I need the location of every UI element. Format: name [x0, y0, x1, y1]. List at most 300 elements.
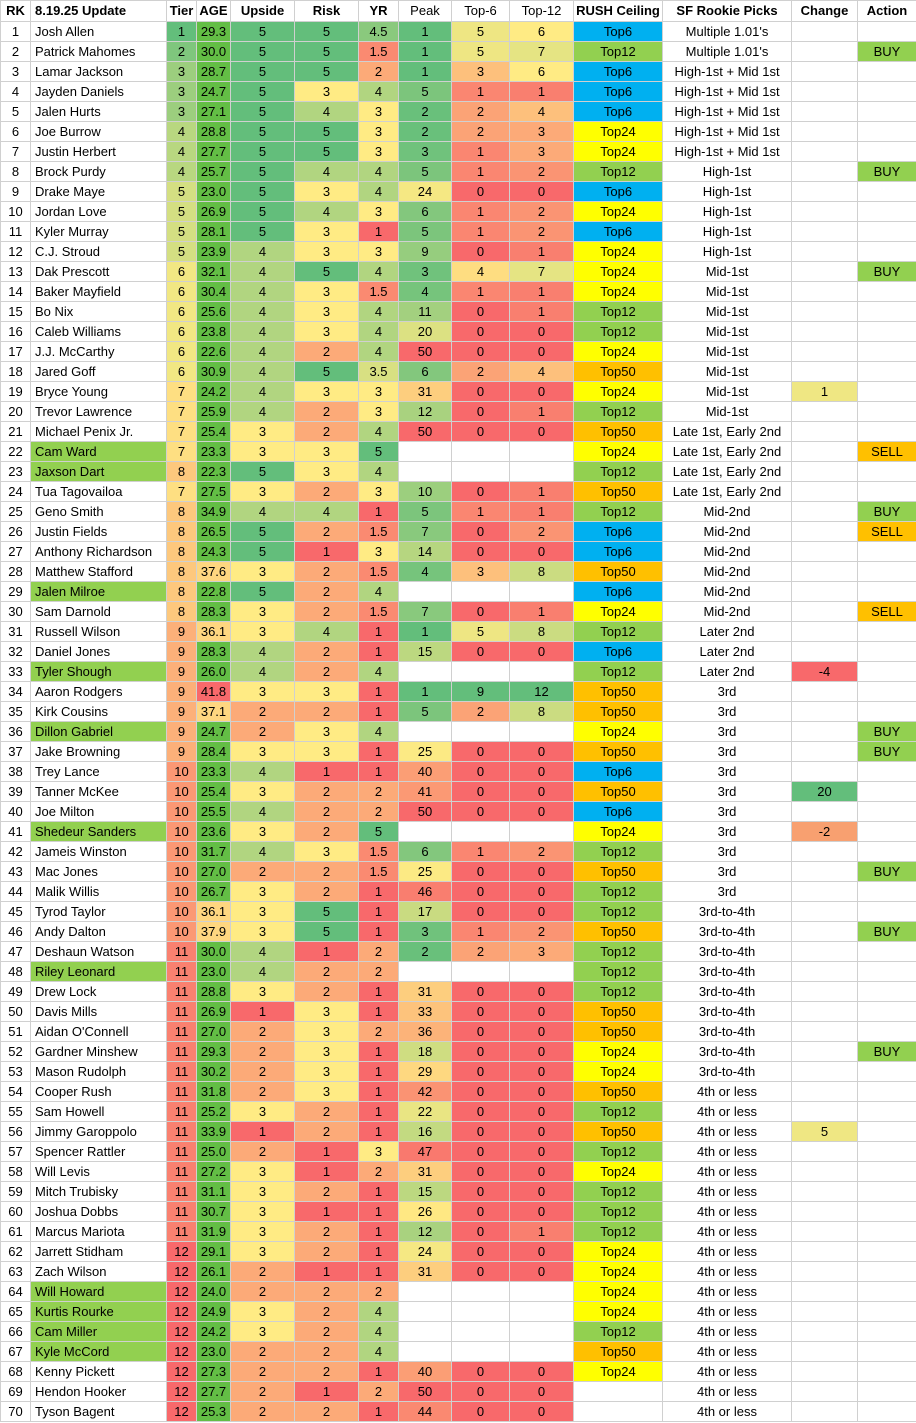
cell-yr: 4: [359, 82, 399, 102]
cell-age: 30.0: [197, 42, 231, 62]
cell-risk: 2: [295, 1102, 359, 1122]
cell-upside: 5: [231, 522, 295, 542]
cell-tier: 9: [167, 662, 197, 682]
cell-top12: 0: [510, 1042, 574, 1062]
cell-player: J.J. McCarthy: [31, 342, 167, 362]
cell-rk: 51: [1, 1022, 31, 1042]
cell-action: [858, 482, 916, 502]
cell-tier: 11: [167, 962, 197, 982]
cell-rk: 4: [1, 82, 31, 102]
cell-yr: 4: [359, 262, 399, 282]
cell-top12: 1: [510, 402, 574, 422]
cell-rush: Top24: [574, 122, 663, 142]
cell-change: [792, 62, 858, 82]
cell-rk: 39: [1, 782, 31, 802]
cell-tier: 5: [167, 202, 197, 222]
cell-yr: 1.5: [359, 842, 399, 862]
cell-risk: 2: [295, 962, 359, 982]
cell-tier: 5: [167, 222, 197, 242]
cell-age: 25.2: [197, 1102, 231, 1122]
cell-player: Drake Maye: [31, 182, 167, 202]
cell-change: [792, 642, 858, 662]
cell-rush: Top50: [574, 562, 663, 582]
cell-age: 37.1: [197, 702, 231, 722]
cell-top12: 0: [510, 182, 574, 202]
cell-peak: 31: [399, 382, 452, 402]
cell-picks: High-1st + Mid 1st: [663, 62, 792, 82]
cell-upside: 3: [231, 822, 295, 842]
cell-picks: Mid-1st: [663, 342, 792, 362]
cell-upside: 4: [231, 342, 295, 362]
cell-player: Marcus Mariota: [31, 1222, 167, 1242]
cell-peak: [399, 462, 452, 482]
cell-yr: 3.5: [359, 362, 399, 382]
cell-top12: 0: [510, 1362, 574, 1382]
cell-top12: 6: [510, 62, 574, 82]
cell-action: [858, 562, 916, 582]
cell-rush: Top12: [574, 942, 663, 962]
cell-yr: 3: [359, 202, 399, 222]
table-row: [1, 842, 916, 862]
cell-player: Lamar Jackson: [31, 62, 167, 82]
cell-rk: 17: [1, 342, 31, 362]
cell-top6: 0: [452, 1162, 510, 1182]
cell-change: [792, 482, 858, 502]
cell-tier: 5: [167, 182, 197, 202]
cell-yr: 1: [359, 682, 399, 702]
cell-top6: 1: [452, 162, 510, 182]
cell-top6: [452, 1342, 510, 1362]
cell-top12: 1: [510, 242, 574, 262]
cell-age: 24.2: [197, 1322, 231, 1342]
cell-action: [858, 222, 916, 242]
cell-player: Zach Wilson: [31, 1262, 167, 1282]
cell-top12: 4: [510, 102, 574, 122]
cell-tier: 12: [167, 1262, 197, 1282]
cell-rk: 46: [1, 922, 31, 942]
cell-rk: 57: [1, 1142, 31, 1162]
table-row: [1, 382, 916, 402]
cell-yr: 5: [359, 822, 399, 842]
cell-age: 28.7: [197, 62, 231, 82]
cell-action: [858, 422, 916, 442]
cell-peak: 44: [399, 1402, 452, 1422]
cell-yr: 4: [359, 1322, 399, 1342]
table-row: [1, 1022, 916, 1042]
cell-rush: Top24: [574, 1362, 663, 1382]
cell-upside: 2: [231, 1082, 295, 1102]
cell-top12: 7: [510, 42, 574, 62]
cell-action: [858, 1222, 916, 1242]
cell-top6: 0: [452, 1202, 510, 1222]
cell-top6: [452, 582, 510, 602]
cell-rk: 63: [1, 1262, 31, 1282]
cell-yr: 1: [359, 1222, 399, 1242]
cell-peak: [399, 662, 452, 682]
cell-top12: 0: [510, 1022, 574, 1042]
cell-yr: 1.5: [359, 562, 399, 582]
cell-rush: Top24: [574, 1242, 663, 1262]
cell-picks: Mid-1st: [663, 262, 792, 282]
cell-upside: 4: [231, 642, 295, 662]
cell-change: [792, 1202, 858, 1222]
cell-tier: 7: [167, 402, 197, 422]
cell-age: 23.3: [197, 762, 231, 782]
cell-rush: Top24: [574, 602, 663, 622]
cell-top12: [510, 582, 574, 602]
cell-action: SELL: [858, 602, 916, 622]
cell-change: [792, 602, 858, 622]
cell-rush: Top12: [574, 1102, 663, 1122]
cell-yr: 3: [359, 402, 399, 422]
cell-tier: 8: [167, 462, 197, 482]
cell-player: Aidan O'Connell: [31, 1022, 167, 1042]
cell-peak: 1: [399, 42, 452, 62]
cell-risk: 2: [295, 582, 359, 602]
cell-top12: 0: [510, 1182, 574, 1202]
cell-yr: 3: [359, 242, 399, 262]
cell-picks: 3rd: [663, 762, 792, 782]
cell-action: [858, 342, 916, 362]
cell-top6: [452, 722, 510, 742]
cell-risk: 2: [295, 662, 359, 682]
cell-top6: 0: [452, 902, 510, 922]
cell-rush: Top12: [574, 462, 663, 482]
cell-player: Spencer Rattler: [31, 1142, 167, 1162]
cell-top6: 0: [452, 402, 510, 422]
header-risk: Risk: [295, 1, 359, 22]
cell-top6: 5: [452, 22, 510, 42]
cell-top12: 0: [510, 742, 574, 762]
cell-top6: 0: [452, 342, 510, 362]
cell-rk: 41: [1, 822, 31, 842]
cell-yr: 1.5: [359, 282, 399, 302]
cell-picks: 3rd-to-4th: [663, 982, 792, 1002]
cell-risk: 1: [295, 1382, 359, 1402]
cell-player: Shedeur Sanders: [31, 822, 167, 842]
cell-player: Hendon Hooker: [31, 1382, 167, 1402]
cell-change: [792, 242, 858, 262]
cell-age: 32.1: [197, 262, 231, 282]
cell-age: 26.5: [197, 522, 231, 542]
cell-peak: 40: [399, 762, 452, 782]
cell-age: 23.0: [197, 962, 231, 982]
table-row: [1, 1362, 916, 1382]
cell-yr: 2: [359, 1162, 399, 1182]
cell-action: [858, 1282, 916, 1302]
cell-rk: 35: [1, 702, 31, 722]
cell-tier: 10: [167, 842, 197, 862]
cell-age: 27.1: [197, 102, 231, 122]
cell-age: 30.7: [197, 1202, 231, 1222]
cell-age: 22.3: [197, 462, 231, 482]
cell-picks: 4th or less: [663, 1262, 792, 1282]
cell-upside: 4: [231, 962, 295, 982]
cell-upside: 1: [231, 1122, 295, 1142]
cell-top6: 1: [452, 142, 510, 162]
cell-rk: 29: [1, 582, 31, 602]
cell-age: 22.6: [197, 342, 231, 362]
cell-tier: 1: [167, 22, 197, 42]
cell-top6: 0: [452, 802, 510, 822]
cell-age: 28.1: [197, 222, 231, 242]
cell-risk: 2: [295, 702, 359, 722]
cell-rush: Top24: [574, 1042, 663, 1062]
cell-picks: High-1st + Mid 1st: [663, 122, 792, 142]
cell-top6: 0: [452, 422, 510, 442]
cell-change: [792, 722, 858, 742]
cell-rush: Top6: [574, 522, 663, 542]
cell-peak: 16: [399, 1122, 452, 1142]
cell-yr: 4: [359, 182, 399, 202]
cell-upside: 2: [231, 1142, 295, 1162]
cell-rk: 24: [1, 482, 31, 502]
cell-tier: 11: [167, 1142, 197, 1162]
table-row: [1, 462, 916, 482]
cell-top6: 2: [452, 702, 510, 722]
cell-picks: 4th or less: [663, 1362, 792, 1382]
cell-picks: 3rd: [663, 722, 792, 742]
cell-rk: 2: [1, 42, 31, 62]
cell-age: 27.0: [197, 1022, 231, 1042]
cell-risk: 2: [295, 1322, 359, 1342]
cell-change: [792, 282, 858, 302]
cell-rush: Top24: [574, 142, 663, 162]
table-row: [1, 1142, 916, 1162]
cell-peak: 25: [399, 862, 452, 882]
cell-risk: 5: [295, 362, 359, 382]
cell-rush: Top6: [574, 82, 663, 102]
cell-top6: 0: [452, 1142, 510, 1162]
header-row: [1, 1, 916, 22]
cell-player: Brock Purdy: [31, 162, 167, 182]
cell-picks: 3rd-to-4th: [663, 922, 792, 942]
cell-peak: [399, 1302, 452, 1322]
cell-player: Kurtis Rourke: [31, 1302, 167, 1322]
cell-tier: 4: [167, 162, 197, 182]
cell-action: [858, 1322, 916, 1342]
cell-top12: 0: [510, 882, 574, 902]
cell-picks: 3rd: [663, 862, 792, 882]
cell-rush: Top50: [574, 1002, 663, 1022]
cell-change: [792, 682, 858, 702]
cell-peak: 2: [399, 942, 452, 962]
table-row: [1, 742, 916, 762]
cell-yr: 1: [359, 1402, 399, 1422]
table-row: [1, 1042, 916, 1062]
cell-tier: 12: [167, 1302, 197, 1322]
cell-upside: 4: [231, 802, 295, 822]
cell-tier: 11: [167, 1122, 197, 1142]
cell-change: [792, 802, 858, 822]
table-row: [1, 342, 916, 362]
cell-tier: 12: [167, 1242, 197, 1262]
cell-rk: 9: [1, 182, 31, 202]
cell-top12: 1: [510, 502, 574, 522]
cell-peak: 50: [399, 342, 452, 362]
cell-yr: 1: [359, 1202, 399, 1222]
cell-yr: 1: [359, 1062, 399, 1082]
cell-top6: [452, 462, 510, 482]
cell-risk: 2: [295, 342, 359, 362]
cell-change: [792, 362, 858, 382]
cell-player: Mitch Trubisky: [31, 1182, 167, 1202]
cell-top6: 0: [452, 182, 510, 202]
cell-change: [792, 1102, 858, 1122]
cell-tier: 11: [167, 1202, 197, 1222]
cell-top12: 2: [510, 202, 574, 222]
cell-top12: [510, 822, 574, 842]
cell-action: [858, 1202, 916, 1222]
cell-rk: 65: [1, 1302, 31, 1322]
cell-upside: 3: [231, 442, 295, 462]
cell-player: Jayden Daniels: [31, 82, 167, 102]
cell-action: [858, 362, 916, 382]
cell-upside: 2: [231, 1362, 295, 1382]
cell-risk: 2: [295, 482, 359, 502]
cell-action: [858, 982, 916, 1002]
cell-change: [792, 882, 858, 902]
cell-action: [858, 402, 916, 422]
cell-age: 23.0: [197, 1342, 231, 1362]
cell-tier: 6: [167, 342, 197, 362]
cell-risk: 5: [295, 22, 359, 42]
cell-tier: 4: [167, 142, 197, 162]
cell-picks: Mid-2nd: [663, 562, 792, 582]
cell-action: BUY: [858, 262, 916, 282]
cell-risk: 5: [295, 122, 359, 142]
cell-action: [858, 542, 916, 562]
cell-age: 27.7: [197, 1382, 231, 1402]
cell-change: [792, 522, 858, 542]
cell-tier: 6: [167, 262, 197, 282]
cell-risk: 5: [295, 922, 359, 942]
cell-top12: 0: [510, 1402, 574, 1422]
cell-rk: 15: [1, 302, 31, 322]
cell-peak: 1: [399, 22, 452, 42]
cell-picks: High-1st + Mid 1st: [663, 142, 792, 162]
cell-risk: 4: [295, 622, 359, 642]
cell-player: Kirk Cousins: [31, 702, 167, 722]
cell-rk: 1: [1, 22, 31, 42]
cell-upside: 4: [231, 762, 295, 782]
cell-top12: [510, 462, 574, 482]
cell-yr: 2: [359, 802, 399, 822]
cell-picks: Later 2nd: [663, 642, 792, 662]
cell-player: Jordan Love: [31, 202, 167, 222]
cell-top12: 0: [510, 1162, 574, 1182]
cell-rush: Top12: [574, 1202, 663, 1222]
table-row: [1, 402, 916, 422]
cell-tier: 12: [167, 1282, 197, 1302]
cell-picks: Late 1st, Early 2nd: [663, 442, 792, 462]
cell-risk: 3: [295, 742, 359, 762]
cell-upside: 4: [231, 502, 295, 522]
cell-upside: 3: [231, 1202, 295, 1222]
cell-yr: 2: [359, 1022, 399, 1042]
cell-rk: 64: [1, 1282, 31, 1302]
cell-rk: 53: [1, 1062, 31, 1082]
cell-age: 26.9: [197, 202, 231, 222]
cell-action: [858, 302, 916, 322]
cell-tier: 10: [167, 782, 197, 802]
cell-top12: [510, 1302, 574, 1322]
cell-top12: 2: [510, 222, 574, 242]
cell-age: 24.0: [197, 1282, 231, 1302]
cell-rk: 31: [1, 622, 31, 642]
header-age: AGE: [197, 1, 231, 22]
cell-tier: 4: [167, 122, 197, 142]
table-row: [1, 1262, 916, 1282]
cell-top6: 1: [452, 282, 510, 302]
cell-rk: 62: [1, 1242, 31, 1262]
cell-peak: 31: [399, 1162, 452, 1182]
table-row: [1, 322, 916, 342]
cell-top6: 2: [452, 122, 510, 142]
cell-upside: 4: [231, 322, 295, 342]
cell-player: Joshua Dobbs: [31, 1202, 167, 1222]
cell-tier: 2: [167, 42, 197, 62]
cell-picks: 3rd-to-4th: [663, 1062, 792, 1082]
cell-risk: 3: [295, 1082, 359, 1102]
cell-upside: 5: [231, 182, 295, 202]
cell-age: 25.4: [197, 782, 231, 802]
cell-top12: [510, 1322, 574, 1342]
cell-top12: 0: [510, 642, 574, 662]
cell-top6: 0: [452, 302, 510, 322]
cell-rk: 59: [1, 1182, 31, 1202]
cell-yr: 5: [359, 442, 399, 462]
cell-upside: 2: [231, 702, 295, 722]
cell-action: [858, 1242, 916, 1262]
cell-risk: 3: [295, 182, 359, 202]
cell-top6: [452, 962, 510, 982]
cell-picks: Mid-2nd: [663, 542, 792, 562]
cell-rush: Top50: [574, 862, 663, 882]
header-rush-ceiling: RUSH Ceiling: [574, 1, 663, 22]
cell-top12: 0: [510, 762, 574, 782]
cell-rush: Top6: [574, 542, 663, 562]
cell-player: Joe Burrow: [31, 122, 167, 142]
table-row: [1, 1302, 916, 1322]
cell-change: [792, 1262, 858, 1282]
cell-yr: 1: [359, 1242, 399, 1262]
table-row: [1, 1282, 916, 1302]
cell-top6: 0: [452, 642, 510, 662]
table-row: [1, 802, 916, 822]
cell-action: [858, 62, 916, 82]
cell-change: [792, 922, 858, 942]
cell-rush: Top12: [574, 842, 663, 862]
cell-rk: 43: [1, 862, 31, 882]
cell-age: 23.6: [197, 822, 231, 842]
cell-action: [858, 1162, 916, 1182]
cell-peak: 36: [399, 1022, 452, 1042]
cell-top6: 1: [452, 842, 510, 862]
table-row: [1, 482, 916, 502]
cell-player: Russell Wilson: [31, 622, 167, 642]
cell-rush: [574, 1402, 663, 1422]
header-change: Change: [792, 1, 858, 22]
cell-rk: 8: [1, 162, 31, 182]
cell-yr: 1.5: [359, 602, 399, 622]
cell-rk: 54: [1, 1082, 31, 1102]
cell-action: BUY: [858, 742, 916, 762]
cell-upside: 5: [231, 42, 295, 62]
cell-tier: 3: [167, 62, 197, 82]
cell-action: [858, 1122, 916, 1142]
cell-change: [792, 142, 858, 162]
